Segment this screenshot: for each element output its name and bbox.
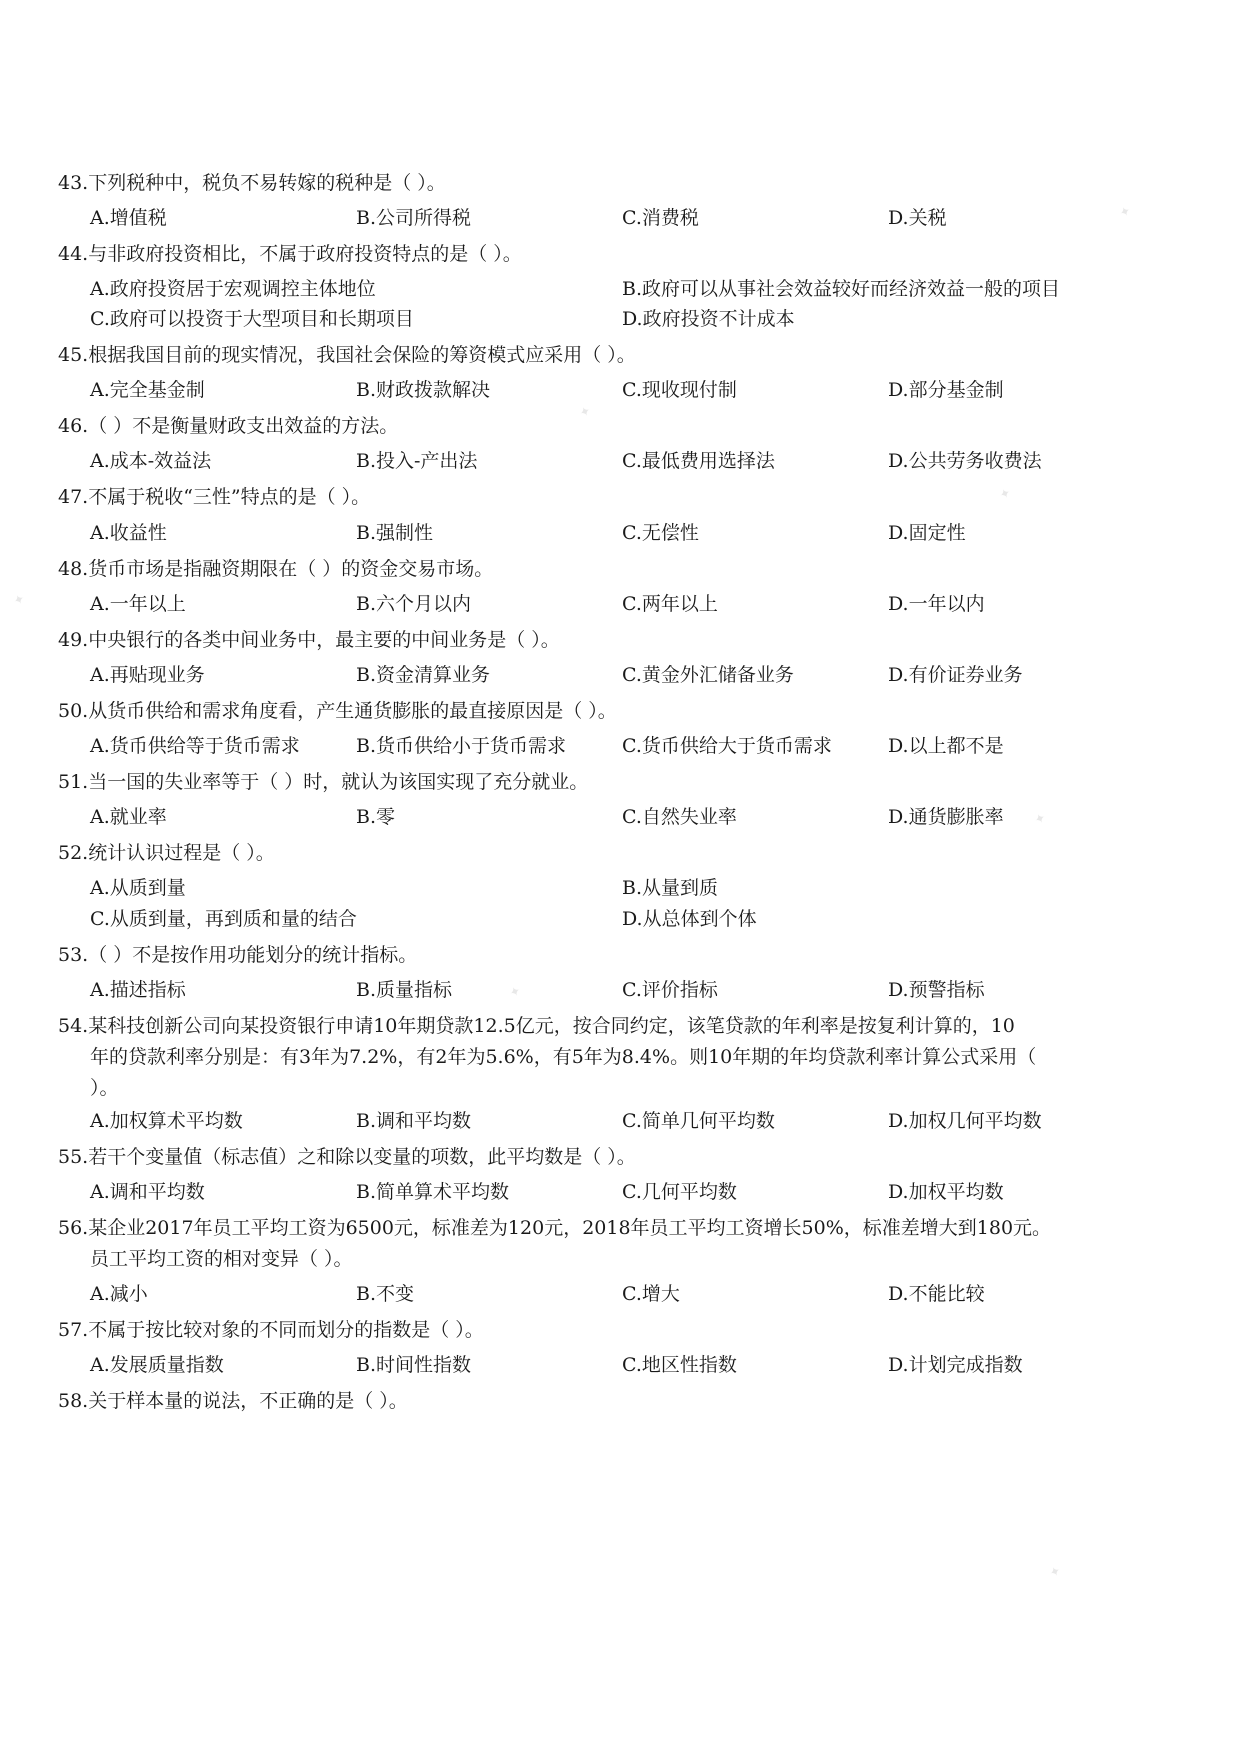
question-49 <box>0 623 1240 657</box>
question-54-line3 <box>0 1071 1240 1105</box>
option-a[interactable]: A.发展质量指数 <box>90 1354 224 1376</box>
question-50 <box>0 694 1240 728</box>
question-44 <box>0 237 1240 271</box>
options-48 <box>0 587 1240 621</box>
question-text: 51.当一国的失业率等于（ ）时，就认为该国实现了充分就业。 <box>58 771 589 793</box>
watermark: ✦ <box>997 485 1014 504</box>
option-c[interactable]: C.评价指标 <box>622 979 718 1001</box>
question-51 <box>0 765 1240 799</box>
options-52-row1 <box>0 871 1240 905</box>
option-b[interactable]: B.资金清算业务 <box>356 664 491 686</box>
option-b[interactable]: B.投入-产出法 <box>356 450 478 472</box>
option-a[interactable]: A.完全基金制 <box>90 379 205 401</box>
options-55 <box>0 1175 1240 1209</box>
option-c[interactable]: C.增大 <box>622 1283 680 1305</box>
question-text: 54.某科技创新公司向某投资银行申请10年期贷款12.5亿元，按合同约定，该笔贷款的年利率是按复利计算的，10 <box>58 1015 1015 1037</box>
question-54-line2 <box>0 1040 1240 1074</box>
options-51 <box>0 800 1240 834</box>
option-b[interactable]: B.货币供给小于货币需求 <box>356 735 567 757</box>
option-c[interactable]: C.货币供给大于货币需求 <box>622 735 832 757</box>
option-a[interactable]: A.再贴现业务 <box>90 664 205 686</box>
option-c[interactable]: C.最低费用选择法 <box>622 450 775 472</box>
option-d[interactable]: D.固定性 <box>888 522 966 544</box>
question-text-continued: 年的贷款利率分别是：有3年为7.2%，有2年为5.6%，有5年为8.4%。则10年期的年均贷款利率计算公式采用（ <box>90 1046 1037 1068</box>
option-d[interactable]: D.从总体到个体 <box>622 908 757 930</box>
option-b[interactable]: B.零 <box>356 806 396 828</box>
question-text-continued: 员工平均工资的相对变异（ ）。 <box>90 1248 353 1270</box>
option-b[interactable]: B.财政拨款解决 <box>356 379 491 401</box>
question-text: 48.货币市场是指融资期限在（ ）的资金交易市场。 <box>58 558 494 580</box>
question-45 <box>0 338 1240 372</box>
option-d[interactable]: D.不能比较 <box>888 1283 985 1305</box>
options-57 <box>0 1348 1240 1382</box>
options-52-row2 <box>0 902 1240 936</box>
options-49 <box>0 658 1240 692</box>
options-54 <box>0 1104 1240 1138</box>
question-57 <box>0 1313 1240 1347</box>
question-text: 43.下列税种中，税负不易转嫁的税种是（ ）。 <box>58 172 446 194</box>
option-c[interactable]: C.无偿性 <box>622 522 699 544</box>
option-c[interactable]: C.自然失业率 <box>622 806 737 828</box>
option-d[interactable]: D.加权平均数 <box>888 1181 1004 1203</box>
option-b[interactable]: B.政府可以从事社会效益较好而经济效益一般的项目 <box>622 278 1061 300</box>
option-c[interactable]: C.黄金外汇储备业务 <box>622 664 794 686</box>
options-45 <box>0 373 1240 407</box>
option-d[interactable]: D.以上都不是 <box>888 735 1004 757</box>
question-56-line2 <box>0 1242 1240 1276</box>
question-text: 52.统计认识过程是（ ）。 <box>58 842 275 864</box>
option-b[interactable]: B.简单算术平均数 <box>356 1181 510 1203</box>
question-text-continued: ）。 <box>90 1077 119 1099</box>
question-53 <box>0 938 1240 972</box>
option-c[interactable]: C.从质到量，再到质和量的结合 <box>90 908 357 930</box>
options-50 <box>0 729 1240 763</box>
option-b[interactable]: B.从量到质 <box>622 877 719 899</box>
option-b[interactable]: B.质量指标 <box>356 979 453 1001</box>
question-56-line1 <box>0 1211 1240 1245</box>
question-43 <box>0 166 1240 200</box>
question-text: 57.不属于按比较对象的不同而划分的指数是（ ）。 <box>58 1319 484 1341</box>
question-text: 58.关于样本量的说法，不正确的是（ ）。 <box>58 1390 408 1412</box>
option-d[interactable]: D.政府投资不计成本 <box>622 308 795 330</box>
question-text: 55.若干个变量值（标志值）之和除以变量的项数，此平均数是（ ）。 <box>58 1146 636 1168</box>
watermark: ✦ <box>507 983 524 1002</box>
question-text: 45.根据我国目前的现实情况，我国社会保险的筹资模式应采用（ ）。 <box>58 344 636 366</box>
watermark: ✦ <box>1032 810 1049 829</box>
options-43 <box>0 201 1240 235</box>
option-a[interactable]: A.从质到量 <box>90 877 186 899</box>
question-text: 53.（ ）不是按作用功能划分的统计指标。 <box>58 944 418 966</box>
option-c[interactable]: C.政府可以投资于大型项目和长期项目 <box>90 308 414 330</box>
question-text: 50.从货币供给和需求角度看，产生通货膨胀的最直接原因是（ ）。 <box>58 700 617 722</box>
option-d[interactable]: D.部分基金制 <box>888 379 1004 401</box>
question-54-line1 <box>0 1009 1240 1043</box>
option-a[interactable]: A.就业率 <box>90 806 167 828</box>
option-a[interactable]: A.收益性 <box>90 522 167 544</box>
option-a[interactable]: A.增值税 <box>90 207 167 229</box>
option-b[interactable]: B.公司所得税 <box>356 207 472 229</box>
options-53 <box>0 973 1240 1007</box>
option-c[interactable]: C.几何平均数 <box>622 1181 737 1203</box>
option-a[interactable]: A.调和平均数 <box>90 1181 205 1203</box>
question-52 <box>0 836 1240 870</box>
options-44-row1 <box>0 272 1240 306</box>
watermark: ✦ <box>577 403 594 422</box>
option-d[interactable]: D.预警指标 <box>888 979 985 1001</box>
watermark: ✦ <box>1117 203 1134 222</box>
option-a[interactable]: A.成本-效益法 <box>90 450 212 472</box>
question-47 <box>0 480 1240 514</box>
option-d[interactable]: D.计划完成指数 <box>888 1354 1023 1376</box>
option-a[interactable]: A.减小 <box>90 1283 148 1305</box>
option-a[interactable]: A.一年以上 <box>90 593 186 615</box>
option-b[interactable]: B.调和平均数 <box>356 1110 472 1132</box>
option-d[interactable]: D.有价证券业务 <box>888 664 1023 686</box>
question-46 <box>0 409 1240 443</box>
option-b[interactable]: B.强制性 <box>356 522 434 544</box>
options-46 <box>0 444 1240 478</box>
option-b[interactable]: B.不变 <box>356 1283 415 1305</box>
option-b[interactable]: B.时间性指数 <box>356 1354 472 1376</box>
option-c[interactable]: C.消费税 <box>622 207 699 229</box>
question-48 <box>0 552 1240 586</box>
option-d[interactable]: D.公共劳务收费法 <box>888 450 1042 472</box>
question-58 <box>0 1384 1240 1418</box>
watermark: ✦ <box>11 591 28 610</box>
option-a[interactable]: A.加权算术平均数 <box>90 1110 243 1132</box>
question-text: 47.不属于税收“三性”特点的是（ ）。 <box>58 486 371 508</box>
question-text: 49.中央银行的各类中间业务中，最主要的中间业务是（ ）。 <box>58 629 560 651</box>
question-text: 46.（ ）不是衡量财政支出效益的方法。 <box>58 415 399 437</box>
option-c[interactable]: C.地区性指数 <box>622 1354 737 1376</box>
option-a[interactable]: A.描述指标 <box>90 979 186 1001</box>
option-d[interactable]: D.加权几何平均数 <box>888 1110 1042 1132</box>
options-56 <box>0 1277 1240 1311</box>
question-text: 44.与非政府投资相比，不属于政府投资特点的是（ ）。 <box>58 243 522 265</box>
question-text: 56.某企业2017年员工平均工资为6500元，标准差为120元，2018年员工平均工资增长50%，标准差增大到180元。 <box>58 1217 1052 1239</box>
option-d[interactable]: D.一年以内 <box>888 593 985 615</box>
option-d[interactable]: D.关税 <box>888 207 947 229</box>
options-44-row2 <box>0 302 1240 336</box>
question-55 <box>0 1140 1240 1174</box>
option-c[interactable]: C.现收现付制 <box>622 379 737 401</box>
option-a[interactable]: A.货币供给等于货币需求 <box>90 735 300 757</box>
option-a[interactable]: A.政府投资居于宏观调控主体地位 <box>90 278 376 300</box>
option-c[interactable]: C.两年以上 <box>622 593 718 615</box>
option-b[interactable]: B.六个月以内 <box>356 593 472 615</box>
watermark: ✦ <box>1047 1563 1064 1582</box>
option-d[interactable]: D.通货膨胀率 <box>888 806 1004 828</box>
options-47 <box>0 516 1240 550</box>
option-c[interactable]: C.简单几何平均数 <box>622 1110 775 1132</box>
